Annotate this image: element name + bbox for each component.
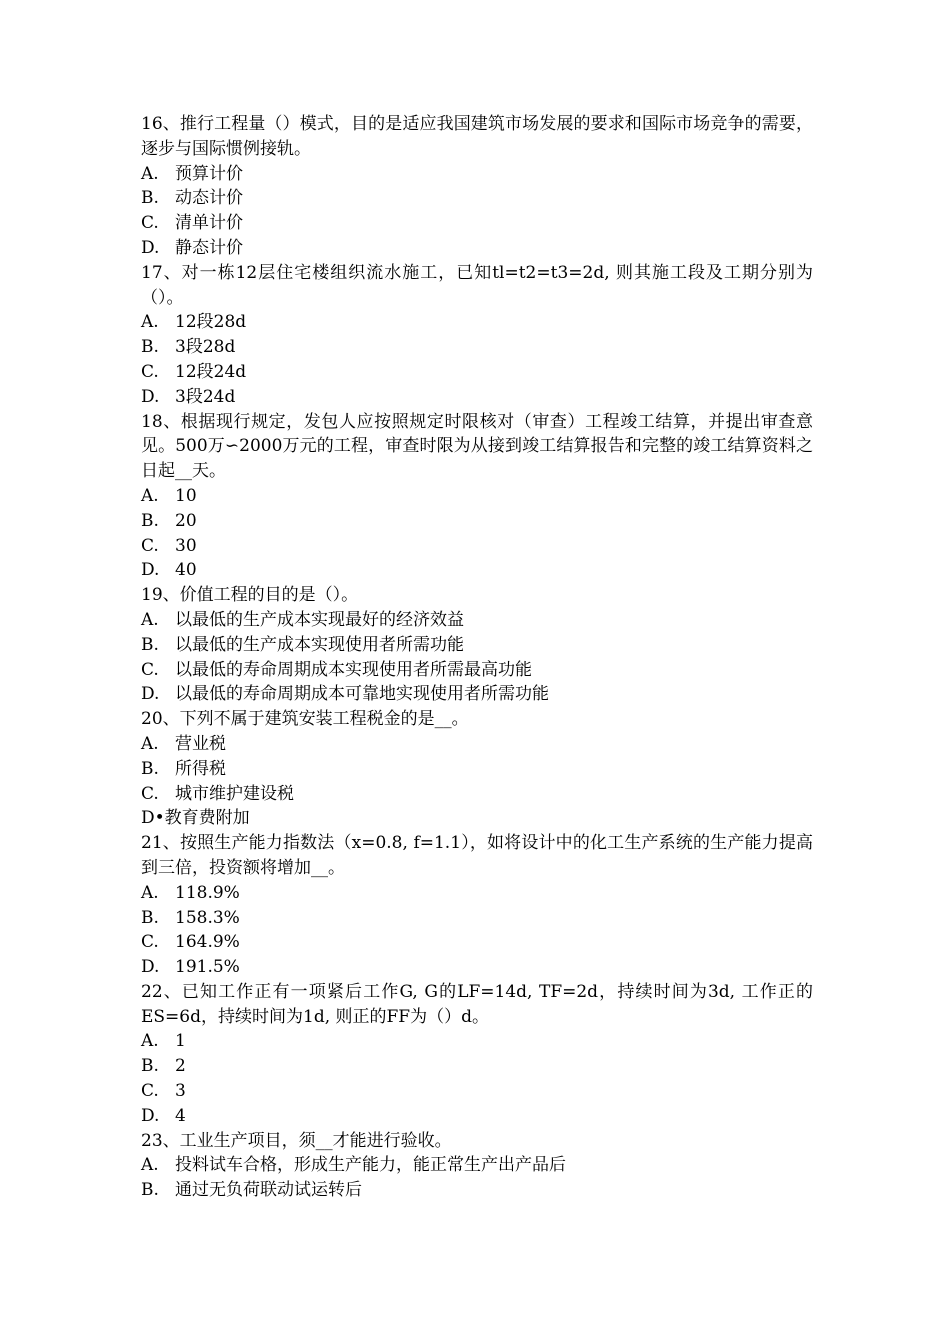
option-text: 1: [175, 1031, 186, 1052]
option-text: 动态计价: [175, 188, 243, 209]
question-stem: 20、下列不属于建筑安装工程税金的是__。: [141, 709, 469, 730]
question-stem: 21、按照生产能力指数法（x=0.8, f=1.1），如将设计中的化工生产系统的生产能力提高到三倍，投资额将增加__。: [141, 833, 813, 878]
option-text: 3: [175, 1081, 186, 1102]
option-label: C.: [141, 783, 159, 804]
option-text: 20: [175, 510, 197, 531]
option-text: 清单计价: [175, 213, 243, 234]
option-text: 40: [175, 560, 197, 581]
option-label: B.: [141, 1180, 159, 1201]
option-a: [141, 881, 813, 906]
option-text: 164.9%: [175, 932, 240, 953]
document-page: [141, 112, 813, 1203]
option-label: C.: [141, 659, 159, 680]
option-b: [141, 1054, 813, 1079]
option-b: [141, 906, 813, 931]
option-label: B.: [141, 907, 159, 928]
question-23: [141, 1129, 813, 1203]
option-text: 2: [175, 1056, 186, 1077]
question-18: [141, 410, 813, 584]
option-label: C.: [141, 932, 159, 953]
question-22: [141, 980, 813, 1129]
question-16: [141, 112, 813, 261]
option-c: [141, 930, 813, 955]
option-c: [141, 1079, 813, 1104]
option-text: 城市维护建设税: [175, 783, 294, 804]
option-label: A.: [141, 163, 159, 184]
option-label: D•: [141, 808, 165, 829]
option-text: 3段28d: [175, 337, 236, 358]
question-20: [141, 707, 813, 831]
option-text: 158.3%: [175, 907, 240, 928]
question-19: [141, 583, 813, 707]
option-label: A.: [141, 485, 159, 506]
option-label: A.: [141, 1031, 159, 1052]
question-stem: 17、对一栋12层住宅楼组织流水施工，已知tl=t2=t3=2d, 则其施工段及工期分别为（）。: [141, 262, 813, 308]
option-label: D.: [141, 560, 160, 581]
option-a: [141, 162, 813, 187]
option-text: 10: [175, 485, 197, 506]
option-b: [141, 633, 813, 658]
option-text: 营业税: [175, 733, 226, 754]
option-d: [141, 1104, 813, 1129]
option-c: [141, 782, 813, 807]
option-a: [141, 1029, 813, 1054]
option-b: [141, 335, 813, 360]
option-text: 4: [175, 1105, 186, 1126]
question-stem: 16、推行工程量（）模式，目的是适应我国建筑市场发展的要求和国际市场竞争的需要，逐步与国际惯例接轨。: [141, 114, 813, 159]
option-a: [141, 1153, 813, 1178]
option-d: [141, 682, 813, 707]
option-label: B.: [141, 634, 159, 655]
option-c: [141, 534, 813, 559]
question-21: [141, 831, 813, 980]
option-d: [141, 558, 813, 583]
option-text: 12段28d: [175, 312, 247, 333]
option-label: B.: [141, 1056, 159, 1077]
option-label: B.: [141, 188, 159, 209]
question-stem: 22、已知工作正有一项紧后工作G, G的LF=14d, TF=2d，持续时间为3d, 工作正的ES=6d，持续时间为1d, 则正的FF为（）d。: [141, 981, 813, 1027]
option-d: [141, 236, 813, 261]
option-label: D.: [141, 1105, 160, 1126]
option-text: 静态计价: [175, 237, 243, 258]
option-label: C.: [141, 1081, 159, 1102]
option-c: [141, 658, 813, 683]
option-b: [141, 186, 813, 211]
option-label: A.: [141, 733, 159, 754]
option-text: 所得税: [175, 758, 226, 779]
question-17: [141, 261, 813, 410]
option-label: B.: [141, 337, 159, 358]
option-text: 以最低的生产成本实现最好的经济效益: [175, 609, 464, 630]
option-label: D.: [141, 237, 160, 258]
option-text: 以最低的生产成本实现使用者所需功能: [175, 634, 464, 655]
option-d: [141, 955, 813, 980]
option-c: [141, 211, 813, 236]
option-text: 以最低的寿命周期成本可靠地实现使用者所需功能: [175, 684, 549, 705]
option-text: 118.9%: [175, 882, 240, 903]
option-d: [141, 806, 813, 831]
option-label: D.: [141, 684, 160, 705]
option-label: A.: [141, 882, 159, 903]
option-label: A.: [141, 312, 159, 333]
option-label: C.: [141, 213, 159, 234]
option-a: [141, 608, 813, 633]
option-label: A.: [141, 1155, 159, 1176]
option-b: [141, 509, 813, 534]
option-a: [141, 732, 813, 757]
option-text: 通过无负荷联动试运转后: [175, 1180, 362, 1201]
option-b: [141, 757, 813, 782]
option-text: 191.5%: [175, 957, 240, 978]
option-text: 投料试车合格，形成生产能力，能正常生产出产品后: [175, 1155, 566, 1176]
option-a: [141, 310, 813, 335]
option-label: C.: [141, 361, 159, 382]
option-c: [141, 360, 813, 385]
option-text: 预算计价: [175, 163, 243, 184]
option-label: D.: [141, 386, 160, 407]
option-label: C.: [141, 535, 159, 556]
option-d: [141, 385, 813, 410]
option-label: B.: [141, 510, 159, 531]
question-stem: 18、根据现行规定，发包人应按照规定时限核对（审查）工程竣工结算，并提出审查意见。500万∽2000万元的工程，审查时限为从接到竣工结算报告和完整的竣工结算资料之日起__天。: [141, 411, 813, 482]
question-stem: 23、工业生产项目，须__才能进行验收。: [141, 1130, 452, 1151]
option-label: B.: [141, 758, 159, 779]
option-text: 30: [175, 535, 197, 556]
option-label: A.: [141, 609, 159, 630]
option-text: 3段24d: [175, 386, 236, 407]
option-a: [141, 484, 813, 509]
option-text: 12段24d: [175, 361, 247, 382]
option-text: 以最低的寿命周期成本实现使用者所需最高功能: [175, 659, 532, 680]
option-b: [141, 1178, 813, 1203]
question-stem: 19、价值工程的目的是（）。: [141, 585, 359, 606]
option-label: D.: [141, 957, 160, 978]
option-text: 教育费附加: [164, 808, 250, 829]
